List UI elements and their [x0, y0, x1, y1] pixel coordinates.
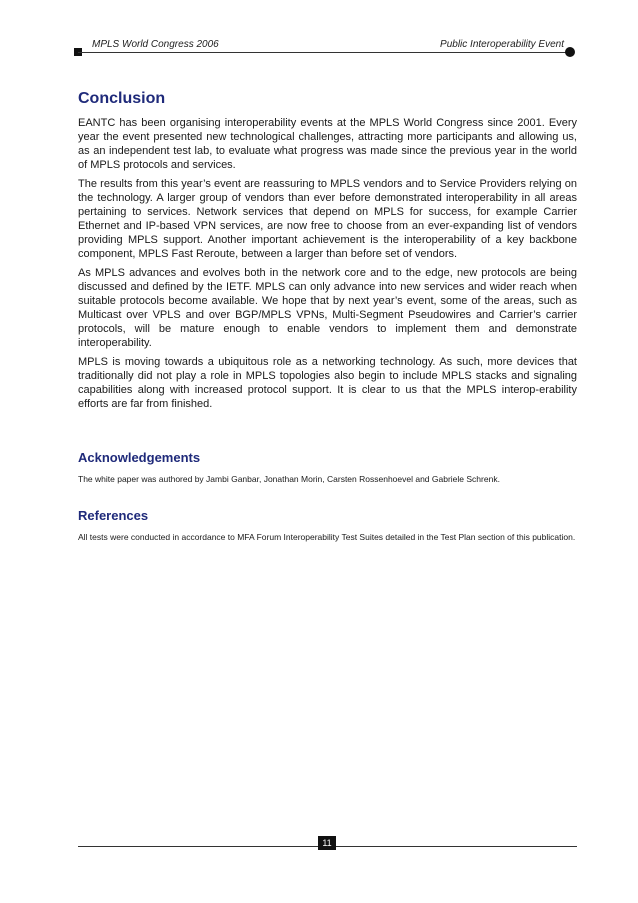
references-section	[78, 508, 577, 544]
page-content	[78, 90, 577, 543]
conclusion-paragraph-2: The results from this year’s event are reassuring to MPLS vendors and to Service Providers relying on the technology. A larger group of vendors than ever before demonstrated interoperability in all areas pertaining to services. Network services that depend on MPLS for success, for example Carrier Ethernet and IP-based VPN services, are now free to choose from an ever-expanding list of vendors providing MPLS support. Another important achievement is the interoperability of a key backbone component, MPLS Fast Reroute, between a larger than before set of vendors.	[78, 178, 577, 260]
references-heading: References	[78, 507, 149, 523]
page-header	[78, 36, 570, 56]
acknowledgements-text: The white paper was authored by Jambi Ganbar, Jonathan Morin, Carsten Rossenhoevel and Gabriele Schrenk.	[78, 474, 500, 484]
conclusion-section	[78, 90, 577, 411]
header-event-type: Public Interoperability Event	[440, 39, 564, 50]
acknowledgements-section	[78, 450, 577, 486]
acknowledgements-heading: Acknowledgements	[78, 450, 201, 465]
header-event-name: MPLS World Congress 2006	[92, 39, 219, 50]
conclusion-heading: Conclusion	[78, 90, 166, 107]
conclusion-paragraph-3: As MPLS advances and evolves both in the network core and to the edge, new protocols are being discussed and defined by the IETF. MPLS can only advance into new services and wider reach when suitable protocols become available. We hope that by next year’s event, some of the areas, such as Multicast over VPLS and over BGP/MPLS VPNs, Multi-Segment Pseudowires and Carrier’s carrier protocols, will be mature enough to enable vendors to implement them and demonstrate interoperability.	[78, 267, 577, 349]
page-footer	[78, 836, 577, 856]
header-dot-marker	[565, 47, 575, 57]
page-number: 11	[318, 836, 336, 850]
conclusion-paragraph-4: MPLS is moving towards a ubiquitous role as a networking technology. As such, more devices that traditionally did not play a role in MPLS topologies also begin to include MPLS stacks and signaling capabilities along with increased protocol support. It is clear to us that the MPLS interop-erability efforts are far from finished.	[78, 356, 577, 410]
references-text: All tests were conducted in accordance to MFA Forum Interoperability Test Suites detailed in the Test Plan section of this publication.	[78, 531, 576, 542]
header-rule	[78, 52, 570, 53]
conclusion-paragraph-1: EANTC has been organising interoperability events at the MPLS World Congress since 2001. Every year the event presented new technological challenges, attracting more participants and allowing us, as an independent test lab, to evaluate what progress was made since the previous year in the world of MPLS protocols and services.	[78, 117, 577, 171]
